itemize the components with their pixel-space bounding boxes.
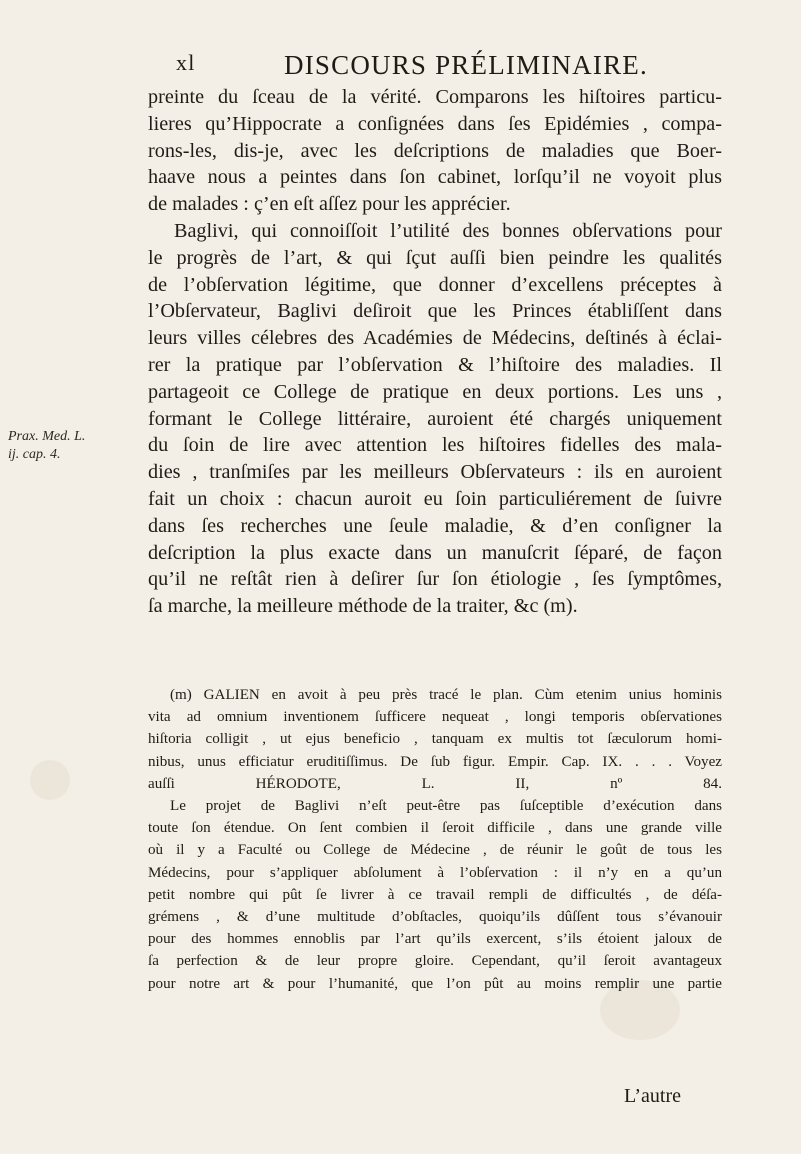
page-number: xl <box>176 50 196 75</box>
footnote-line: hiſtoria colligit , ut ejus beneficio , tanquam ex multis tot ſæculorum homi- <box>148 731 722 748</box>
footnote-line: pour des hommes ennoblis par l’art qu’ils exercent, s’ils étoient jaloux de <box>148 931 722 948</box>
body-line: rons-les, dis-je, avec les deſcriptions de maladies que Boer- <box>148 139 722 162</box>
body-line: preinte du ſceau de la vérité. Comparons les hiſtoires particu- <box>148 86 722 108</box>
body-line: fait un choix : chacun auroit eu ſoin particuliérement de ſuivre <box>148 487 722 510</box>
body-line: lieres qu’Hippocrate a conſignées dans ſes Epidémies , compa- <box>148 112 722 135</box>
body-line: de malades : ç’en eſt aſſez pour les apprécier. <box>148 193 511 216</box>
footnote-line: Médecins, pour s’appliquer abſolument à l’obſervation : il n’y en a qu’un <box>148 864 722 881</box>
footnote-line: nibus, unus efficiatur eruditiſſimus. De ſub figur. Empir. Cap. IX. . . . Voyez <box>148 753 722 770</box>
body-line: leurs villes célebres des Académies de Médecins, deſtinés à éclai- <box>148 327 722 350</box>
footnote-line: où il y a Faculté ou College de Médecine , de réunir le goût de tous les <box>148 842 722 859</box>
body-line: dies , tranſmiſes par les meilleurs Obſervateurs : ils en auroient <box>148 461 722 484</box>
paper-stain <box>30 760 70 800</box>
body-line: de l’obſervation légitime, que donner d’excellens préceptes à <box>148 273 722 296</box>
body-line: dans ſes recherches une ſeule maladie, & d’en conſigner la <box>148 514 722 537</box>
body-line: Baglivi, qui connoiſſoit l’utilité des bonnes obſervations pour <box>174 219 722 242</box>
marginal-citation: Prax. Med. L. ij. cap. 4. <box>8 429 86 462</box>
body-line: rer la pratique par l’obſervation & l’hiſtoire des maladies. Il <box>148 353 722 376</box>
body-line: qu’il ne reſtât rien à deſirer ſur ſon étiologie , ſes ſymptômes, <box>148 568 722 591</box>
footnote-line: vita ad omnium inventionem ſufficere nequeat , longi temporis obſervationes <box>148 709 722 726</box>
body-line: deſcription la plus exacte dans un manuſcrit ſéparé, de façon <box>148 541 722 564</box>
footnote <box>148 684 722 995</box>
catchword: L’autre <box>624 1085 682 1107</box>
footnote-line: (m) GALIEN en avoit à peu près tracé le plan. Cùm etenim unius hominis <box>170 687 722 703</box>
body-line: ſa marche, la meilleure méthode de la traiter, &c (m). <box>148 595 578 618</box>
main-text <box>148 84 722 620</box>
page-title: DISCOURS PRÉLIMINAIRE. <box>284 50 648 80</box>
body-line: l’Obſervateur, Baglivi deſiroit que les Princes établiſſent dans <box>148 300 722 323</box>
footnote-line: ſa perfection & de leur propre gloire. Cependant, qu’il ſeroit avantageux <box>148 953 722 970</box>
body-line: haave nous a peintes dans ſon cabinet, lorſqu’il ne voyoit plus <box>148 166 722 189</box>
footnote-line: grémens , & d’une multitude d’obſtacles, quoiqu’ils dûſſent tous s’évanouir <box>148 909 722 926</box>
footnote-line: toute ſon étendue. On ſent combien il ſeroit difficile , dans une grande ville <box>148 820 722 837</box>
footnote-line: auſſi HÉRODOTE, L. II, nº 84. <box>148 775 722 792</box>
body-line: du ſoin de lire avec attention les hiſtoires fidelles des mala- <box>148 434 722 457</box>
body-line: formant le College littéraire, auroient été chargés uniquement <box>148 407 722 430</box>
footnote-line: pour notre art & pour l’humanité, que l’on pût au moins remplir une partie <box>148 975 722 992</box>
footnote-line: Le projet de Baglivi n’eſt peut-être pas ſuſceptible d’exécution dans <box>170 798 722 815</box>
body-line: partageoit ce College de pratique en deux portions. Les uns , <box>148 380 722 403</box>
body-line: le progrès de l’art, & qui ſçut auſſi bien peindre les qualités <box>148 246 722 269</box>
footnote-line: petit nombre qui pût ſe livrer à ce travail rempli de difficultés , de déſa- <box>148 886 722 903</box>
